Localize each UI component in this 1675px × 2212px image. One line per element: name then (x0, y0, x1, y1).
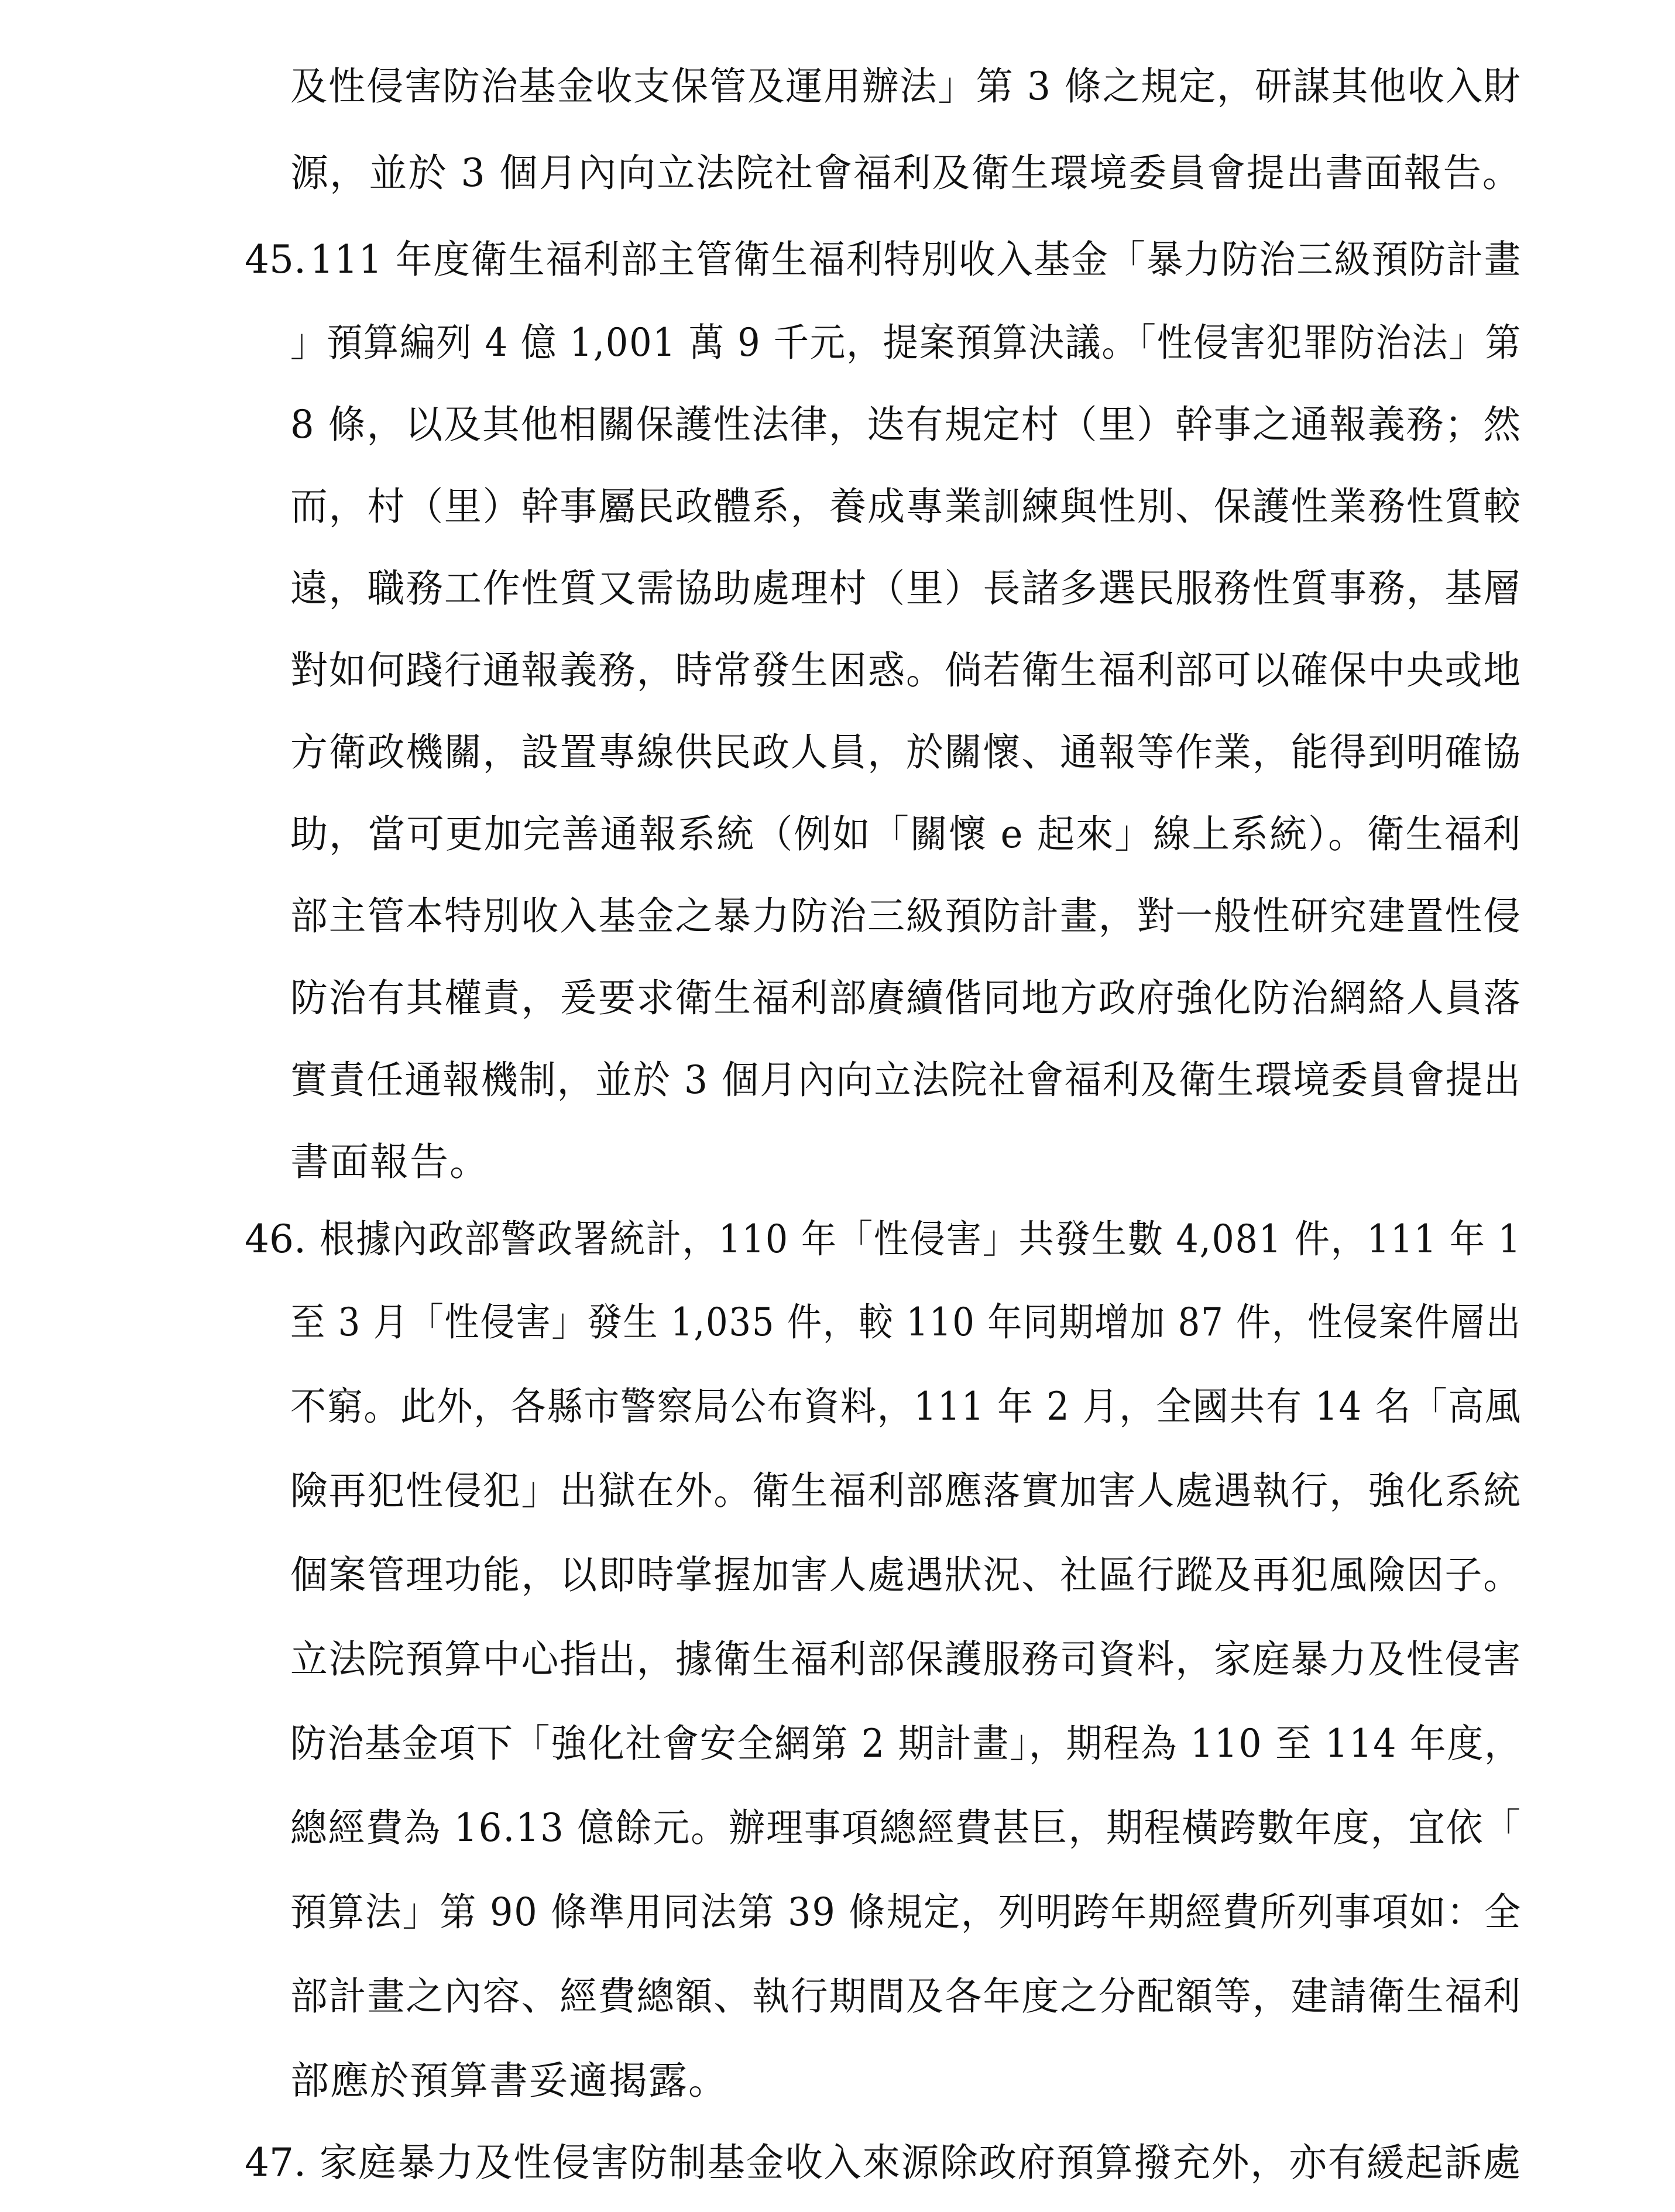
item-46-line-4: 險再犯性侵犯」出獄在外。衛生福利部應落實加害人處遇執行，強化系統 (290, 1468, 1522, 1513)
item-46-line-7: 防治基金項下「強化社會安全網第 2 期計畫」，期程為 110 至 114 年度， (290, 1721, 1522, 1766)
item-46-line-9: 預算法」第 90 條準用同法第 39 條規定，列明跨年期經費所列事項如：全 (290, 1890, 1522, 1935)
item-46-line-6: 立法院預算中心指出，據衛生福利部保護服務司資料，家庭暴力及性侵害 (290, 1637, 1522, 1682)
continuation-line-2: 源，並於 3 個月內向立法院社會福利及衛生環境委員會提出書面報告。 (290, 150, 1522, 195)
continuation-line-1: 及性侵害防治基金收支保管及運用辦法」第 3 條之規定，研謀其他收入財 (290, 64, 1522, 109)
item-46-line-3: 不窮。此外，各縣市警察局公布資料，111 年 2 月，全國共有 14 名「高風 (290, 1384, 1522, 1429)
item-45-line-11: 實責任通報機制，並於 3 個月內向立法院社會福利及衛生環境委員會提出 (290, 1057, 1522, 1102)
item-number-45: 45. (245, 237, 306, 282)
item-46-line-1: 根據內政部警政署統計，110 年「性侵害」共發生數 4,081 件，111 年 1 (320, 1217, 1522, 1262)
item-46-line-2: 至 3 月「性侵害」發生 1,035 件，較 110 年同期增加 87 件，性侵案件層出 (290, 1300, 1522, 1345)
item-number-46: 46. (245, 1217, 306, 1262)
item-45-line-3: 8 條，以及其他相關保護性法律，迭有規定村（里）幹事之通報義務；然 (290, 402, 1522, 447)
item-45-line-10: 防治有其權責，爰要求衛生福利部賡續偕同地方政府強化防治網絡人員落 (290, 976, 1522, 1021)
item-45-line-7: 方衛政機關，設置專線供民政人員，於關懷、通報等作業，能得到明確協 (290, 730, 1522, 775)
item-45-line-12: 書面報告。 (290, 1139, 489, 1184)
item-number-47: 47. (245, 2140, 306, 2185)
item-45-line-6: 對如何踐行通報義務，時常發生困惑。倘若衛生福利部可以確保中央或地 (290, 648, 1522, 693)
item-46-line-11: 部應於預算書妥適揭露。 (290, 2058, 728, 2103)
item-45-line-8: 助，當可更加完善通報系統（例如「關懷 e 起來」線上系統）。衛生福利 (290, 812, 1522, 857)
item-47-line-1: 家庭暴力及性侵害防制基金收入來源除政府預算撥充外，亦有緩起訴處 (320, 2140, 1522, 2185)
item-45-line-1: 111 年度衛生福利部主管衛生福利特別收入基金「暴力防治三級預防計畫 (310, 237, 1522, 282)
item-45-line-5: 遠，職務工作性質又需協助處理村（里）長諸多選民服務性質事務，基層 (290, 566, 1522, 611)
item-45-line-9: 部主管本特別收入基金之暴力防治三級預防計畫，對一般性研究建置性侵 (290, 894, 1522, 939)
item-46-line-8: 總經費為 16.13 億餘元。辦理事項總經費甚巨，期程橫跨數年度，宜依「 (290, 1805, 1522, 1850)
item-46-line-5: 個案管理功能，以即時掌握加害人處遇狀況、社區行蹤及再犯風險因子。 (290, 1552, 1522, 1598)
item-45-line-2: 」預算編列 4 億 1,001 萬 9 千元，提案預算決議。「性侵害犯罪防治法」第 (290, 320, 1522, 365)
item-45-line-4: 而，村（里）幹事屬民政體系，養成專業訓練與性別、保護性業務性質較 (290, 484, 1522, 529)
item-46-line-10: 部計畫之內容、經費總額、執行期間及各年度之分配額等，建請衛生福利 (290, 1974, 1522, 2019)
